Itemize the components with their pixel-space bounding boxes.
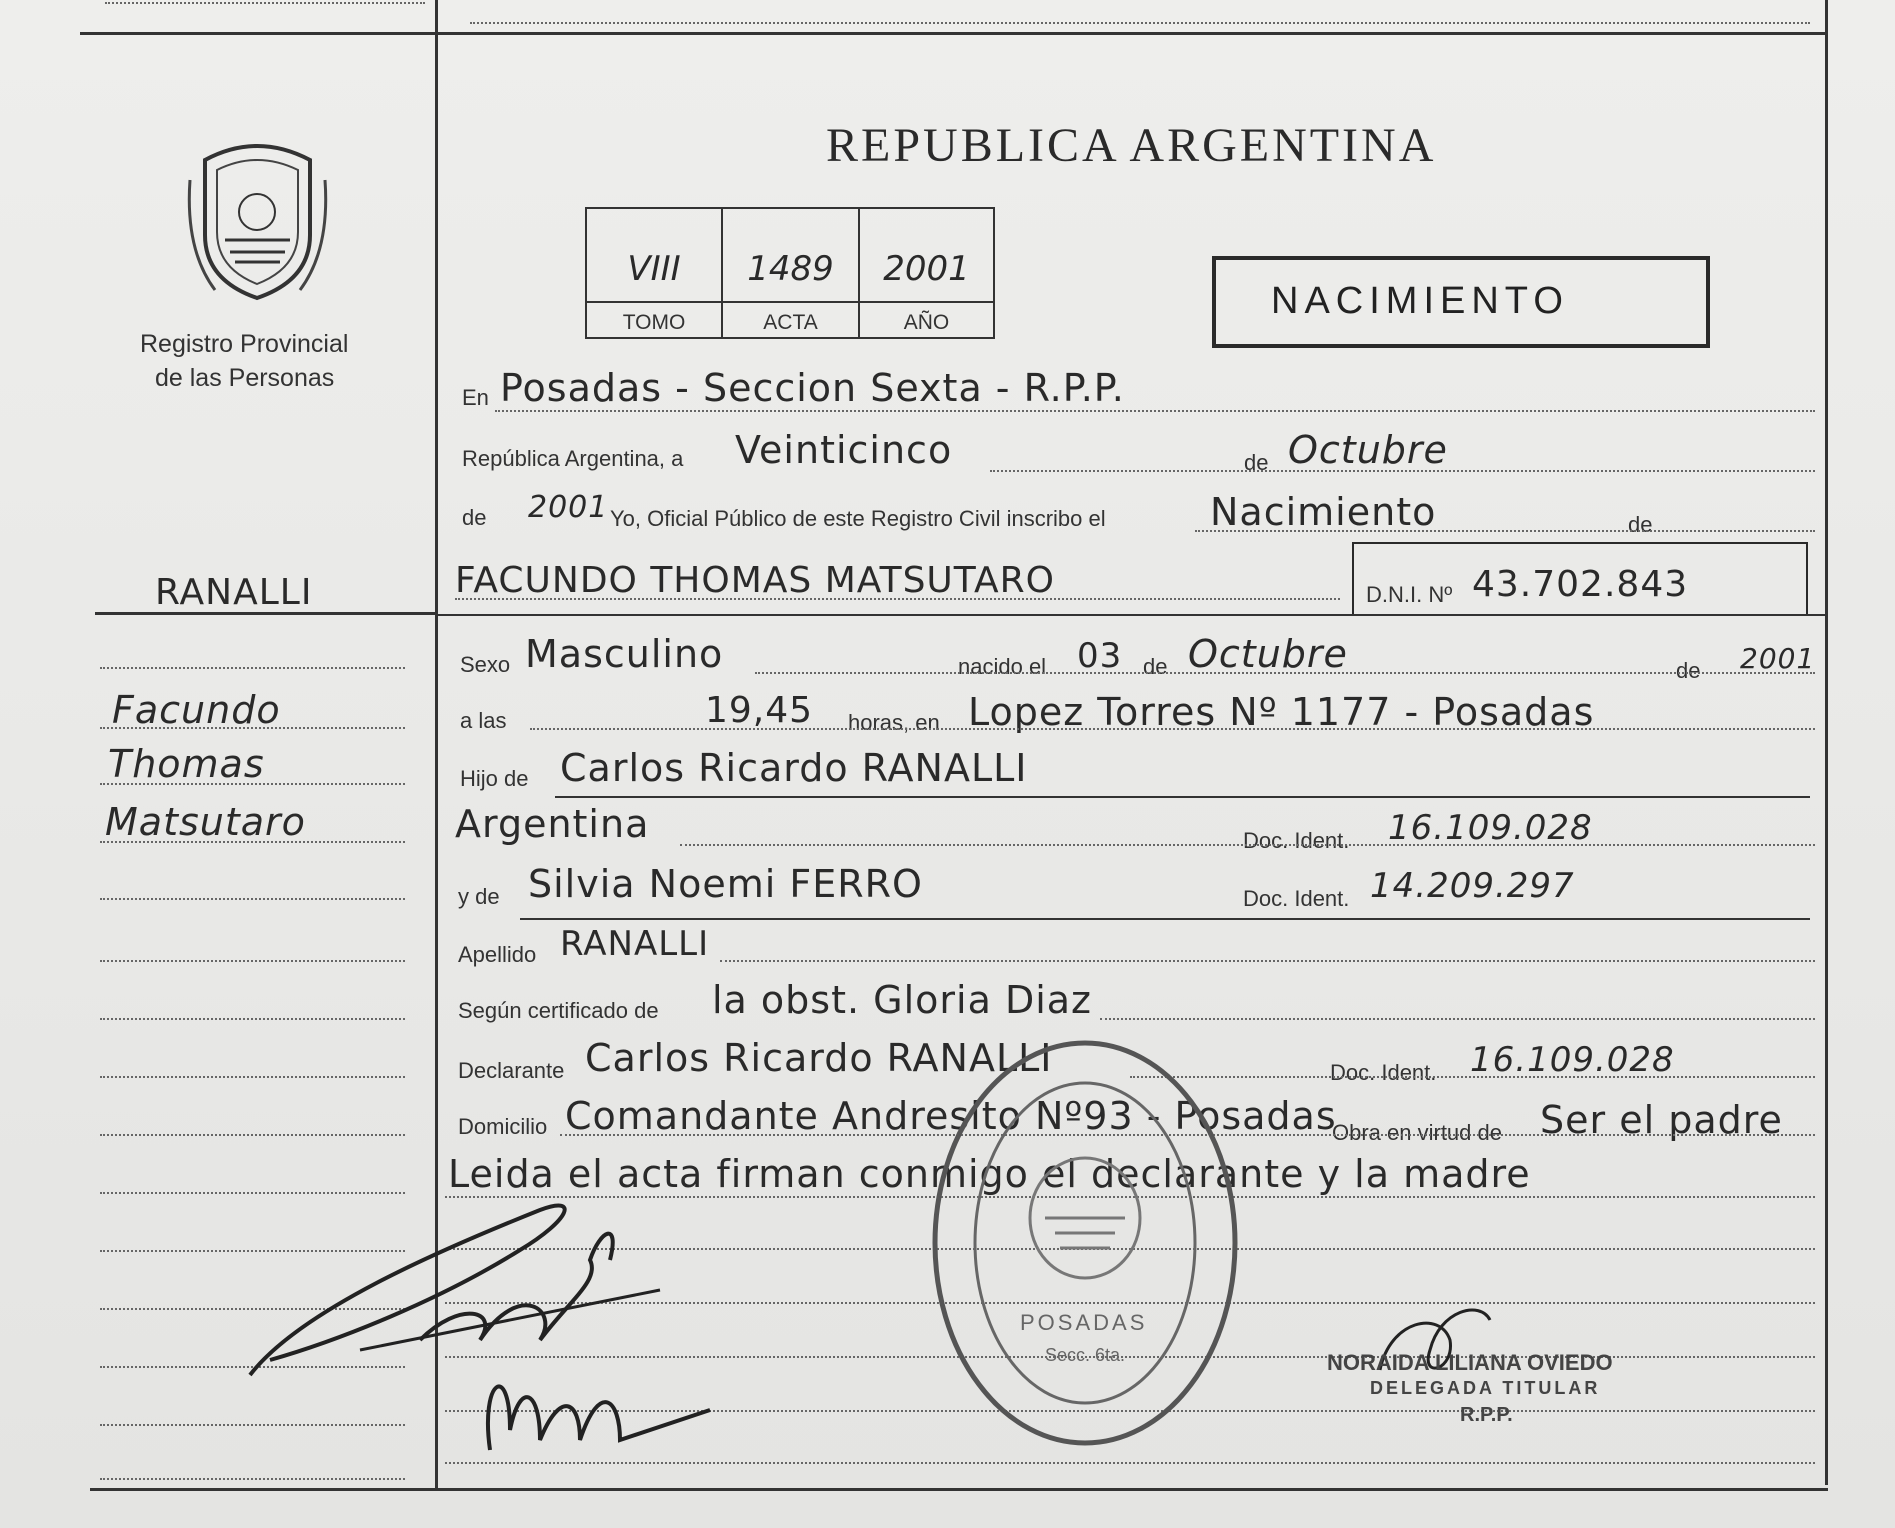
father-doc-label: Doc. Ident. bbox=[1243, 828, 1350, 853]
margin-line bbox=[100, 1076, 405, 1078]
line-sexo bbox=[755, 672, 1815, 674]
year-prefix: de bbox=[462, 505, 487, 530]
margin-line bbox=[100, 667, 405, 669]
right-border bbox=[1825, 0, 1828, 1485]
sexo-label: Sexo bbox=[460, 652, 511, 677]
rep-label: República Argentina, a bbox=[462, 446, 684, 471]
day-words: Veinticinco bbox=[735, 428, 953, 472]
tomo-label: TOMO bbox=[622, 311, 686, 334]
birth-de-label: de bbox=[1143, 654, 1168, 679]
de-label: de bbox=[1244, 450, 1269, 475]
country-title: REPUBLICA ARGENTINA bbox=[826, 119, 1437, 172]
tomo-cell bbox=[585, 207, 723, 339]
mother-name: Silvia Noemi FERRO bbox=[528, 862, 923, 906]
acta-cell bbox=[721, 207, 860, 339]
act-type: Nacimiento bbox=[1210, 490, 1437, 534]
mother-doc-label: Doc. Ident. bbox=[1243, 886, 1350, 911]
margin-surname: RANALLI bbox=[155, 572, 313, 613]
tomo-value: VIII bbox=[627, 249, 681, 289]
sexo-value: Masculino bbox=[525, 632, 724, 676]
margin-line bbox=[100, 1134, 405, 1136]
line-en bbox=[495, 410, 1815, 412]
official-oval-stamp bbox=[920, 1028, 1250, 1458]
mother-doc: 14.209.297 bbox=[1370, 866, 1575, 906]
cell-separator bbox=[587, 301, 721, 303]
apellido-label: Apellido bbox=[458, 942, 537, 967]
nacido-label: nacido el bbox=[958, 654, 1047, 679]
declarante-label: Declarante bbox=[458, 1058, 565, 1083]
father-nationality: Argentina bbox=[455, 802, 650, 846]
anio-value: 2001 bbox=[883, 249, 970, 289]
birth-day: 03 bbox=[1077, 636, 1123, 676]
father-doc: 16.109.028 bbox=[1388, 808, 1593, 848]
declarante-doc-label: Doc. Ident. bbox=[1330, 1060, 1437, 1085]
top-dotted-left bbox=[105, 2, 425, 4]
yde-label: y de bbox=[458, 884, 500, 909]
acta-value: 1489 bbox=[747, 249, 834, 289]
en-label: En bbox=[462, 385, 489, 410]
document-type: NACIMIENTO bbox=[1271, 280, 1569, 322]
declarante-doc: 16.109.028 bbox=[1470, 1040, 1675, 1080]
obra-value: Ser el padre bbox=[1540, 1098, 1783, 1142]
declarante-value: Carlos Ricardo RANALLI bbox=[585, 1036, 1053, 1080]
section-divider bbox=[437, 614, 1827, 616]
dni-label: D.N.I. Nº bbox=[1366, 582, 1453, 607]
line-place bbox=[530, 728, 1815, 730]
line-apellido bbox=[720, 960, 1815, 962]
child-full-name: FACUNDO THOMAS MATSUTARO bbox=[455, 560, 1055, 601]
margin-line bbox=[100, 1478, 405, 1480]
line-father-doc bbox=[680, 844, 1815, 846]
stamp-city: POSADAS bbox=[1020, 1310, 1148, 1335]
cell-separator bbox=[860, 301, 993, 303]
official-office: R.P.P. bbox=[1460, 1404, 1513, 1426]
line-mother bbox=[520, 918, 1810, 920]
line-father bbox=[555, 796, 1810, 798]
official-name: NORAIDA LILIANA OVIEDO bbox=[1327, 1350, 1613, 1375]
horas-label: horas, en bbox=[848, 710, 940, 735]
birth-year-label: de bbox=[1676, 658, 1701, 683]
cert-value: la obst. Gloria Diaz bbox=[712, 978, 1092, 1022]
margin-line bbox=[100, 1018, 405, 1020]
line-cert bbox=[1100, 1018, 1815, 1020]
hijo-label: Hijo de bbox=[460, 766, 529, 791]
dni-box bbox=[1352, 542, 1808, 616]
margin-name-2: Thomas bbox=[108, 742, 265, 786]
domicilio-label: Domicilio bbox=[458, 1114, 548, 1139]
registry-name-line1: Registro Provincial bbox=[140, 330, 349, 358]
margin-line bbox=[100, 960, 405, 962]
margin-line bbox=[100, 898, 405, 900]
anio-cell bbox=[858, 207, 995, 339]
margin-line bbox=[100, 727, 405, 729]
province-seal bbox=[185, 140, 330, 305]
de2-label: de bbox=[1628, 512, 1653, 537]
anio-label: AÑO bbox=[903, 311, 950, 334]
leida-text: Leida el acta firman conmigo el declarante y la madre bbox=[448, 1152, 1531, 1196]
year-value: 2001 bbox=[528, 490, 609, 525]
line-name bbox=[455, 598, 1340, 600]
obra-label: Obra en virtud de bbox=[1332, 1120, 1502, 1145]
birth-month: Octubre bbox=[1188, 632, 1348, 676]
official-title: DELEGADA TITULAR bbox=[1370, 1378, 1601, 1398]
birth-year: 2001 bbox=[1740, 642, 1816, 675]
signature-mother bbox=[470, 1340, 730, 1480]
top-dotted-right bbox=[470, 22, 1810, 24]
alas-label: a las bbox=[460, 708, 507, 733]
birth-place: Lopez Torres Nº 1177 - Posadas bbox=[968, 690, 1595, 734]
margin-line bbox=[100, 841, 405, 843]
margin-name-3: Matsutaro bbox=[105, 800, 306, 844]
line-act bbox=[1195, 530, 1815, 532]
line-date bbox=[990, 470, 1815, 472]
apellido-value: RANALLI bbox=[560, 924, 710, 964]
cert-label: Según certificado de bbox=[458, 998, 659, 1023]
father-name: Carlos Ricardo RANALLI bbox=[560, 746, 1028, 790]
en-value: Posadas - Seccion Sexta - R.P.P. bbox=[500, 366, 1125, 410]
yo-text: Yo, Oficial Público de este Registro Civil inscribo el bbox=[610, 506, 1106, 531]
domicilio-value: Comandante Andresito Nº93 - Posadas bbox=[565, 1094, 1337, 1138]
margin-line bbox=[100, 783, 405, 785]
registry-name-line2: de las Personas bbox=[155, 364, 335, 392]
acta-label: ACTA bbox=[763, 311, 818, 334]
bottom-border bbox=[90, 1488, 1828, 1491]
cell-separator bbox=[723, 301, 858, 303]
document-type-box bbox=[1212, 256, 1710, 348]
dni-value: 43.702.843 bbox=[1472, 564, 1689, 605]
stamp-section: Secc. 6ta. bbox=[1045, 1345, 1126, 1365]
margin-name-1: Facundo bbox=[112, 688, 281, 732]
top-border bbox=[80, 32, 1828, 35]
month: Octubre bbox=[1288, 428, 1448, 472]
birth-hour: 19,45 bbox=[705, 690, 814, 731]
